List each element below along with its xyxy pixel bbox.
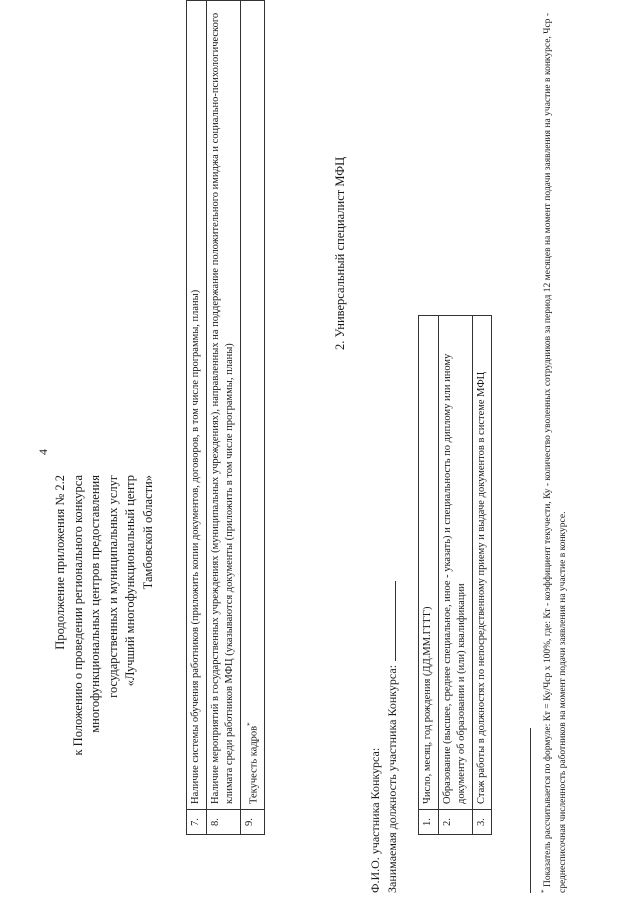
footnote <box>537 13 571 893</box>
row-text: Текучесть кадров <box>248 725 259 804</box>
footnote-mark: * <box>540 889 548 893</box>
row-text: Стаж работы в должностях по непосредственному приему и выдаче документов в системе МФЦ <box>472 316 492 810</box>
row-number: 7. <box>187 810 207 835</box>
row-number: 1. <box>419 810 439 835</box>
participant-name-label: Ф.И.О. участника Конкурса: <box>368 747 382 893</box>
table-row <box>206 1 240 835</box>
row-number: 3. <box>472 810 492 835</box>
table-row <box>419 316 439 835</box>
row-text: Образование (высшее, среднее специальное, иное - указать) и специальность по диплому или иному документу об образовании и (или) квалификации <box>438 316 472 810</box>
appendix-header-line: Продолжение приложения № 2.2 <box>53 475 67 650</box>
footnote-divider <box>530 728 531 893</box>
participant-position-field <box>384 581 399 893</box>
row-text: Наличие мероприятий в государственных учреждениях (муниципальных учреждениях), направленных на поддержание положительного имиджа и социально-психологического климата среди работников МФЦ (указываются документы (приложить в том числе программы, планы) <box>206 1 240 810</box>
table-row <box>187 1 207 835</box>
appendix-header-line: «Лучший многофункциональный центр <box>123 475 138 687</box>
criteria-table <box>186 0 265 835</box>
specialist-table <box>418 315 492 835</box>
row-text-cell <box>240 1 264 810</box>
appendix-header <box>52 475 158 865</box>
row-number: 8. <box>206 810 240 835</box>
appendix-header-line: Тамбовской области» <box>140 475 155 590</box>
footnote-text: Показатель рассчитывается по формуле: Кт = Ку/Чср х 100%, где: Кт - коэффициент текучести, Ку - количество уволенных сотрудников за период 12 месяцев на момент подачи заявления на участие в конкурсе, Чср - среднесписочная численность работников на момент подачи заявления на участие в конкурсе. <box>543 12 569 893</box>
row-number: 9. <box>240 810 264 835</box>
appendix-header-line: государственных и муниципальных услуг <box>105 475 120 698</box>
fill-in-line <box>384 581 396 661</box>
page-number: 4 <box>36 449 50 455</box>
row-text: Наличие системы обучения работников (приложить копии документов, договоров, в том числе программы, планы) <box>187 1 207 810</box>
row-text: Число, месяц, год рождения (ДД.ММ.ГГГГ) <box>419 316 439 810</box>
appendix-header-line: многофункциональных центров предоставления <box>88 475 103 733</box>
table-row <box>240 1 264 835</box>
footnote-mark: * <box>245 722 254 726</box>
table-row <box>438 316 472 835</box>
section-title: 2. Универсальный специалист МФЦ <box>333 156 347 350</box>
participant-position-label: Занимаемая должность участника Конкурса: <box>385 664 399 893</box>
table-row <box>472 316 492 835</box>
appendix-header-line: к Положению о проведении регионального конкурса <box>70 475 85 756</box>
row-number: 2. <box>438 810 472 835</box>
